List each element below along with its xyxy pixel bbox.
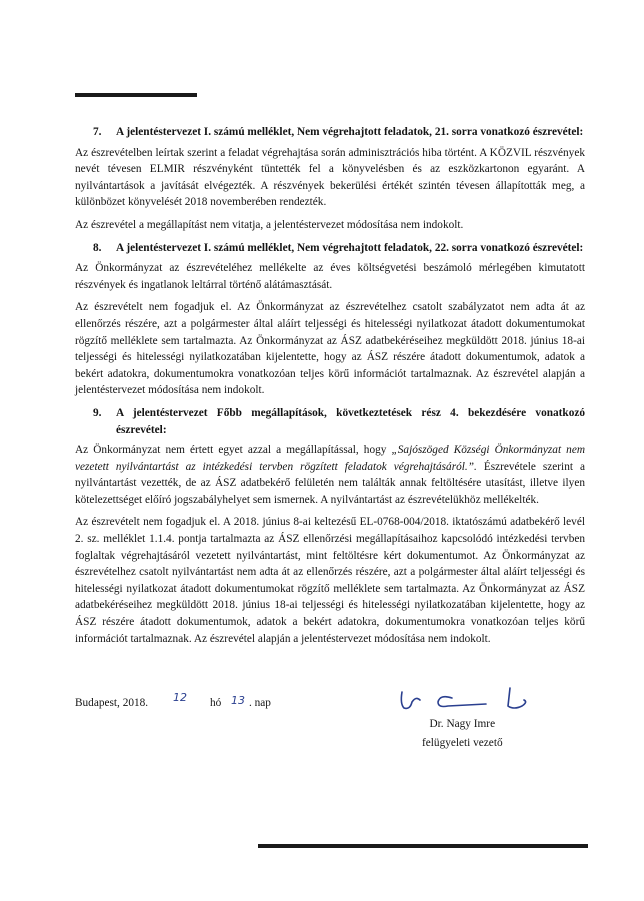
place-date: Budapest, 2018. [75, 697, 149, 709]
section-heading-text: A jelentéstervezet Főbb megállapítások, következtetések rész 4. bekezdésére vonatkozó észrevétel: [116, 406, 585, 436]
handwritten-day: 13 [231, 694, 245, 707]
paragraph: Az észrevételben leírtak szerint a feladat végrehajtása során adminisztrációs hiba történt. A KÖZVIL részvények nevét tévesen ELMIR részvényként tüntették fel a könyvelésben és az eszközkartonon egyaránt. A nyilvántartások a javítását elvégezték. A részvények bekerülési értékét szintén tévesen állapították meg, a különbözet könyvelését 2018 novemberében rendezték. [75, 146, 585, 209]
paragraph-text: Az Önkormányzat nem értett egyet azzal a megállapítással, hogy [75, 444, 392, 457]
section-8-heading [75, 240, 585, 257]
signer-name: Dr. Nagy Imre [429, 718, 496, 730]
top-rule [75, 93, 197, 97]
section-7-heading [75, 124, 585, 141]
month-label: hó [210, 697, 222, 709]
signer-title: felügyeleti vezető [422, 737, 503, 749]
paragraph [75, 442, 585, 508]
paragraph: Az Önkormányzat az észrevételéhez mellékelte az éves költségvetési beszámoló mérlegében kimutatott részvények és ingatlanok leltárral történő alátámasztását. [75, 262, 585, 291]
quoted-finding: „Sajószöged Községi Önkormányzat nem vezetett nyilvántartást az intézkedési tervben rögzített feladatok végrehajtásáról.”. [75, 444, 586, 473]
section-9-heading [75, 405, 585, 438]
section-number: 7. [93, 126, 102, 138]
day-label: . nap [249, 697, 271, 709]
section-number: 9. [93, 406, 102, 419]
handwritten-signature [390, 682, 550, 718]
paragraph: Az észrevétel a megállapítást nem vitatja, a jelentéstervezet módosítása nem indokolt. [75, 218, 464, 231]
signer-block [422, 715, 503, 753]
handwritten-month: 12 [173, 691, 187, 704]
paragraph-text: Észrevétele szerint a nyilvántartást vezették, de az ÁSZ adatbekérő felületén nem találták annak feltöltésére utasítást, illetve ilyen kötelezettséget előíró jogszabályhelyet sem ismernek. A nyilvántartást az észrevételükhöz mellékelték. [75, 460, 585, 506]
paragraph: Az észrevételt nem fogadjuk el. Az Önkormányzat az észrevételhez csatolt szabályzatot nem adta át az ellenőrzés részére, azt a polgármester által aláírt teljességi és hitelességi nyilatkozat átadott dokumentumokat rögzítő melléklete sem tartalmazta. Az Önkormányzat az ÁSZ adatbekéréseihez megküldött 2018. június 18-ai teljességi és hitelességi nyilatkozatában kijelentette, hogy az ÁSZ részére átadott dokumentumok, adatok a bekért adatokra, dokumentumokra vonatkozóan teljes körű információt tartalmaznak. Az észrevétel alapján a jelentéstervezet módosítása nem indokolt. [75, 301, 585, 397]
section-number: 8. [93, 241, 102, 254]
bottom-rule [258, 844, 588, 848]
paragraph: Az észrevételt nem fogadjuk el. A 2018. június 8-ai keltezésű EL-0768-004/2018. iktatószámú adatbekérő levél 2. sz. melléklet 1.1.4. pontja tartalmazta az ÁSZ ellenőrzési megállapításaihoz kapcsolódó intézkedési tervben foglaltak végrehajtásáról vezetett nyilvántartást, mint feltöltésre kért dokumentumot. Az Önkormányzat az észrevételhez csatolt nyilvántartást nem adta át az ellenőrzés részére, azt a polgármester által aláírt teljességi és hitelességi nyilatkozat átadott dokumentumokat rögzítő melléklete sem tartalmazta. Az Önkormányzat az ÁSZ adatbekéréseihez megküldött 2018. június 18-ai teljességi és hitelességi nyilatkozatában kijelentette, hogy az ÁSZ részére átadott dokumentumok, adatok a bekért adatokra, dokumentumokra vonatkozóan teljes körű információt tartalmaznak. Az észrevétel alapján a jelentéstervezet módosítása nem indokolt. [75, 516, 585, 645]
section-heading-text: A jelentéstervezet I. számú melléklet, Nem végrehajtott feladatok, 22. sorra vonatkozó észrevétel: [116, 241, 584, 254]
section-heading-text: A jelentéstervezet I. számú melléklet, Nem végrehajtott feladatok, 21. sorra vonatkozó észrevétel: [116, 126, 584, 138]
document-body [75, 124, 585, 653]
